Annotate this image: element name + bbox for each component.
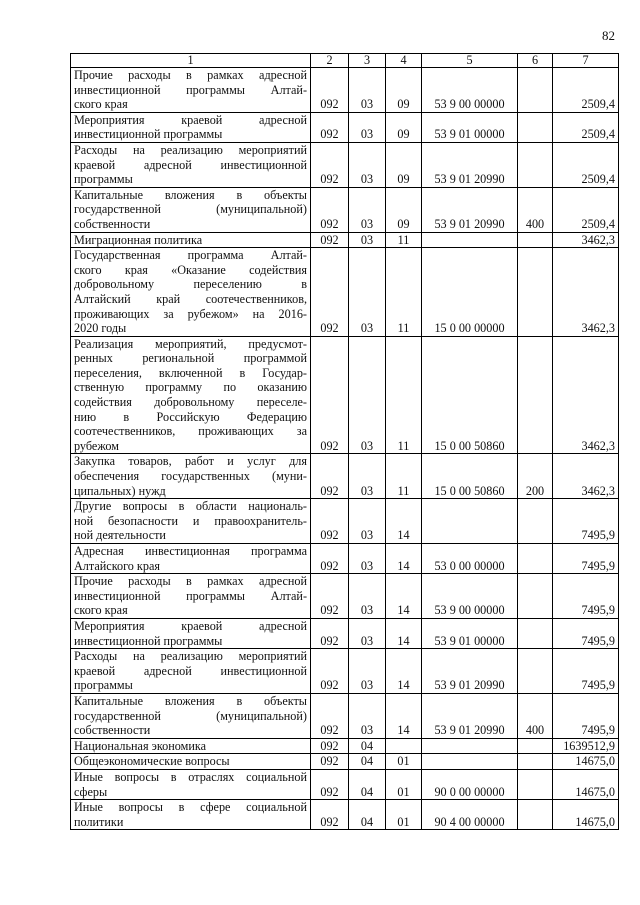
expense-name-line: Алтайского края	[74, 558, 160, 573]
grbs-cell: 092	[311, 544, 349, 574]
column-header: 4	[386, 54, 422, 68]
expense-name-line: краевой адресной инвестиционной	[74, 157, 307, 172]
amount-cell: 2509,4	[553, 142, 619, 187]
table-row	[71, 544, 619, 574]
expense-name-line: нию в Российскую Федерацию	[74, 409, 307, 424]
expense-name-line: Капитальные вложения в объекты	[74, 693, 307, 708]
subsection-cell: 11	[386, 232, 422, 248]
expense-name-line: краевой адресной инвестиционной	[74, 663, 307, 678]
table-row	[71, 68, 619, 113]
section-cell: 03	[349, 574, 386, 619]
subsection-cell: 01	[386, 769, 422, 799]
table-row	[71, 454, 619, 499]
subsection-cell: 09	[386, 68, 422, 113]
grbs-cell: 092	[311, 574, 349, 619]
expense-name-cell	[71, 649, 311, 694]
section-cell: 03	[349, 112, 386, 142]
expense-type-cell: 400	[518, 187, 553, 232]
expense-name-cell	[71, 248, 311, 337]
amount-cell: 14675,0	[553, 800, 619, 830]
column-header: 5	[422, 54, 518, 68]
section-cell: 03	[349, 68, 386, 113]
expense-name-line: Закупка товаров, работ и услуг для	[74, 454, 307, 469]
table-row	[71, 574, 619, 619]
amount-cell: 2509,4	[553, 68, 619, 113]
expense-type-cell	[518, 112, 553, 142]
target-article-cell: 53 9 00 00000	[422, 68, 518, 113]
target-article-cell	[422, 754, 518, 770]
section-cell: 03	[349, 248, 386, 337]
grbs-cell: 092	[311, 499, 349, 544]
expense-type-cell	[518, 754, 553, 770]
grbs-cell: 092	[311, 336, 349, 454]
target-article-cell: 15 0 00 50860	[422, 336, 518, 454]
expense-name-line: государственной (муниципальной)	[74, 202, 307, 217]
expense-name-cell	[71, 693, 311, 738]
expense-name-line: Общеэкономические вопросы	[74, 754, 230, 769]
amount-cell: 2509,4	[553, 187, 619, 232]
expense-name-line: ной деятельности	[74, 528, 166, 543]
table-row	[71, 800, 619, 830]
expense-name-line: инвестиционной программы Алтай-	[74, 82, 307, 97]
expense-type-cell: 400	[518, 693, 553, 738]
expense-name-line: инвестиционной программы Алтай-	[74, 588, 307, 603]
amount-cell: 3462,3	[553, 232, 619, 248]
expense-name-line: ственную программу по оказанию	[74, 380, 307, 395]
subsection-cell: 14	[386, 544, 422, 574]
table-row	[71, 693, 619, 738]
grbs-cell: 092	[311, 142, 349, 187]
expense-name-cell	[71, 499, 311, 544]
subsection-cell: 01	[386, 800, 422, 830]
expense-name-line: добровольному переселению в	[74, 277, 307, 292]
target-article-cell: 90 0 00 00000	[422, 769, 518, 799]
grbs-cell: 092	[311, 618, 349, 648]
column-header: 3	[349, 54, 386, 68]
expense-name-line: содействия добровольному переселе-	[74, 395, 307, 410]
amount-cell: 7495,9	[553, 693, 619, 738]
amount-cell: 1639512,9	[553, 738, 619, 754]
expense-name-line: ной безопасности и правоохранитель-	[74, 513, 307, 528]
table-row	[71, 738, 619, 754]
expense-type-cell	[518, 499, 553, 544]
expense-name-line: Реализация мероприятий, предусмот-	[74, 336, 307, 351]
expense-name-line: ренных региональной программой	[74, 351, 307, 366]
amount-cell: 3462,3	[553, 454, 619, 499]
section-cell: 03	[349, 336, 386, 454]
expense-name-line: собственности	[74, 216, 151, 231]
subsection-cell: 14	[386, 649, 422, 694]
expense-name-cell	[71, 738, 311, 754]
expense-name-line: Алтайский край соотечественников,	[74, 291, 307, 306]
expense-type-cell	[518, 769, 553, 799]
expense-name-cell	[71, 754, 311, 770]
table-row	[71, 618, 619, 648]
expense-type-cell	[518, 336, 553, 454]
subsection-cell: 14	[386, 499, 422, 544]
expense-name-line: Мероприятия краевой адресной	[74, 112, 307, 127]
grbs-cell: 092	[311, 800, 349, 830]
expense-name-line: сферы	[74, 784, 108, 799]
section-cell: 03	[349, 142, 386, 187]
expense-name-cell	[71, 112, 311, 142]
expense-name-line: Прочие расходы в рамках адресной	[74, 68, 307, 82]
target-article-cell: 53 9 01 20990	[422, 649, 518, 694]
grbs-cell: 092	[311, 454, 349, 499]
expense-name-line: Иные вопросы в сфере социальной	[74, 800, 307, 815]
target-article-cell	[422, 738, 518, 754]
expense-name-cell	[71, 769, 311, 799]
amount-cell: 14675,0	[553, 769, 619, 799]
expense-name-cell	[71, 800, 311, 830]
column-header: 2	[311, 54, 349, 68]
table-row	[71, 248, 619, 337]
page-number: 82	[602, 28, 615, 43]
expense-type-cell: 200	[518, 454, 553, 499]
expense-name-line: государственной (муниципальной)	[74, 708, 307, 723]
expense-type-cell	[518, 649, 553, 694]
target-article-cell: 53 9 01 20990	[422, 187, 518, 232]
expense-type-cell	[518, 618, 553, 648]
expense-name-line: Иные вопросы в отраслях социальной	[74, 769, 307, 784]
grbs-cell: 092	[311, 649, 349, 694]
expense-type-cell	[518, 800, 553, 830]
subsection-cell: 09	[386, 187, 422, 232]
subsection-cell: 14	[386, 574, 422, 619]
target-article-cell	[422, 499, 518, 544]
expense-name-line: ского края «Оказание содействия	[74, 262, 307, 277]
target-article-cell: 53 9 01 00000	[422, 618, 518, 648]
expense-name-line: инвестиционной программы	[74, 127, 223, 142]
budget-table	[70, 53, 619, 830]
expense-name-line: ского края	[74, 97, 128, 112]
expense-name-cell	[71, 618, 311, 648]
expense-name-cell	[71, 142, 311, 187]
section-cell: 03	[349, 187, 386, 232]
table-row	[71, 649, 619, 694]
expense-name-line: программы	[74, 678, 133, 693]
expense-type-cell	[518, 68, 553, 113]
target-article-cell: 53 9 01 20990	[422, 142, 518, 187]
section-cell: 03	[349, 232, 386, 248]
expense-name-line: собственности	[74, 723, 151, 738]
expense-name-line: программы	[74, 172, 133, 187]
table-row	[71, 142, 619, 187]
expense-name-line: проживающих за рубежом» на 2016-	[74, 306, 307, 321]
expense-name-line: Капитальные вложения в объекты	[74, 187, 307, 202]
target-article-cell: 53 9 01 00000	[422, 112, 518, 142]
subsection-cell: 11	[386, 248, 422, 337]
amount-cell: 7495,9	[553, 574, 619, 619]
expense-name-line: ского края	[74, 603, 128, 618]
grbs-cell: 092	[311, 68, 349, 113]
expense-name-line: Адресная инвестиционная программа	[74, 544, 307, 558]
expense-type-cell	[518, 738, 553, 754]
expense-name-line: рубежом	[74, 438, 120, 453]
grbs-cell: 092	[311, 769, 349, 799]
grbs-cell: 092	[311, 248, 349, 337]
expense-name-line: Другие вопросы в области националь-	[74, 499, 307, 514]
column-header: 6	[518, 54, 553, 68]
expense-type-cell	[518, 232, 553, 248]
table-row	[71, 232, 619, 248]
expense-name-line: 2020 годы	[74, 321, 127, 336]
expense-name-line: Миграционная политика	[74, 232, 203, 247]
section-cell: 04	[349, 738, 386, 754]
table-row	[71, 187, 619, 232]
column-header: 7	[553, 54, 619, 68]
subsection-cell: 09	[386, 142, 422, 187]
table-row	[71, 754, 619, 770]
grbs-cell: 092	[311, 232, 349, 248]
grbs-cell: 092	[311, 738, 349, 754]
table-row	[71, 769, 619, 799]
subsection-cell: 11	[386, 336, 422, 454]
expense-name-cell	[71, 68, 311, 113]
subsection-cell	[386, 738, 422, 754]
section-cell: 03	[349, 618, 386, 648]
target-article-cell: 53 0 00 00000	[422, 544, 518, 574]
subsection-cell: 14	[386, 693, 422, 738]
subsection-cell: 14	[386, 618, 422, 648]
grbs-cell: 092	[311, 112, 349, 142]
amount-cell: 7495,9	[553, 499, 619, 544]
subsection-cell: 11	[386, 454, 422, 499]
expense-name-line: ципальных) нужд	[74, 483, 166, 498]
grbs-cell: 092	[311, 187, 349, 232]
expense-name-line: Национальная экономика	[74, 738, 207, 753]
expense-type-cell	[518, 574, 553, 619]
target-article-cell: 53 9 01 20990	[422, 693, 518, 738]
amount-cell: 7495,9	[553, 618, 619, 648]
expense-name-cell	[71, 574, 311, 619]
expense-name-cell	[71, 232, 311, 248]
expense-name-line: Государственная программа Алтай-	[74, 248, 307, 263]
target-article-cell: 15 0 00 00000	[422, 248, 518, 337]
amount-cell: 2509,4	[553, 112, 619, 142]
amount-cell: 7495,9	[553, 649, 619, 694]
expense-name-line: переселения, включенной в Государ-	[74, 365, 307, 380]
expense-name-line: инвестиционной программы	[74, 633, 223, 648]
section-cell: 03	[349, 544, 386, 574]
grbs-cell: 092	[311, 693, 349, 738]
amount-cell: 7495,9	[553, 544, 619, 574]
expense-name-cell	[71, 454, 311, 499]
table-row	[71, 336, 619, 454]
subsection-cell: 01	[386, 754, 422, 770]
expense-name-cell	[71, 187, 311, 232]
expense-name-cell	[71, 544, 311, 574]
amount-cell: 14675,0	[553, 754, 619, 770]
grbs-cell: 092	[311, 754, 349, 770]
section-cell: 03	[349, 499, 386, 544]
expense-name-line: Мероприятия краевой адресной	[74, 618, 307, 633]
section-cell: 03	[349, 649, 386, 694]
expense-name-line: Расходы на реализацию мероприятий	[74, 649, 307, 664]
section-cell: 04	[349, 754, 386, 770]
subsection-cell: 09	[386, 112, 422, 142]
expense-name-cell	[71, 336, 311, 454]
section-cell: 04	[349, 769, 386, 799]
section-cell: 03	[349, 454, 386, 499]
expense-type-cell	[518, 544, 553, 574]
expense-name-line: политики	[74, 814, 124, 829]
target-article-cell	[422, 232, 518, 248]
target-article-cell: 53 9 00 00000	[422, 574, 518, 619]
expense-type-cell	[518, 142, 553, 187]
amount-cell: 3462,3	[553, 248, 619, 337]
section-cell: 03	[349, 693, 386, 738]
expense-name-line: соотечественников, проживающих за	[74, 424, 307, 439]
expense-name-line: Прочие расходы в рамках адресной	[74, 574, 307, 589]
table-row	[71, 499, 619, 544]
target-article-cell: 15 0 00 50860	[422, 454, 518, 499]
amount-cell: 3462,3	[553, 336, 619, 454]
expense-name-line: обеспечения государственных (муни-	[74, 469, 307, 484]
table-row	[71, 112, 619, 142]
expense-type-cell	[518, 248, 553, 337]
section-cell: 04	[349, 800, 386, 830]
target-article-cell: 90 4 00 00000	[422, 800, 518, 830]
expense-name-line: Расходы на реализацию мероприятий	[74, 142, 307, 157]
column-header: 1	[71, 54, 311, 68]
table-header-row	[71, 54, 619, 68]
